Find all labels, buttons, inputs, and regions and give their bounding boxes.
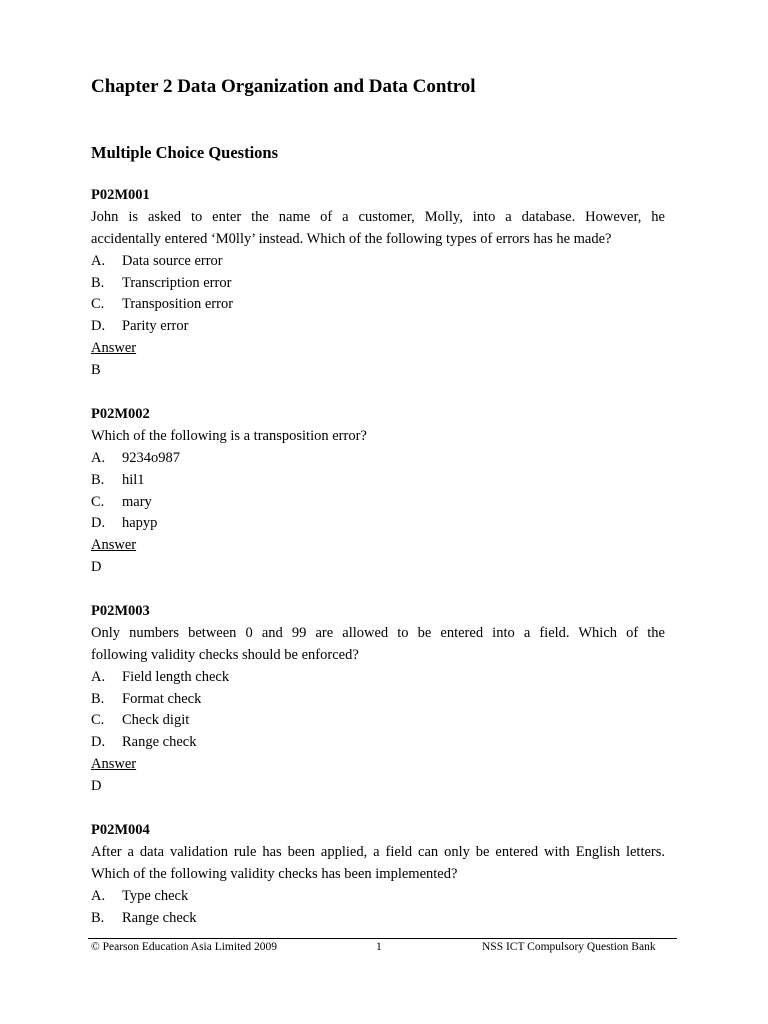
question-text <box>91 207 665 251</box>
option-text: Range check <box>122 734 197 751</box>
option-text: Field length check <box>122 668 230 685</box>
answer-value: B <box>91 362 101 379</box>
option-letter: C. <box>91 712 105 729</box>
option-b <box>91 470 665 492</box>
question-text-line: accidentally entered ‘M0lly’ instead. Which of the following types of errors has he made? <box>91 230 612 247</box>
question-block <box>91 404 665 579</box>
option-letter: C. <box>91 296 105 313</box>
option-text: mary <box>122 493 152 510</box>
option-c <box>91 294 665 316</box>
option-c <box>91 710 665 732</box>
section-title: Multiple Choice Questions <box>91 143 279 162</box>
option-letter: D. <box>91 515 106 532</box>
option-a <box>91 667 665 689</box>
question-text-line: Which of the following validity checks has been implemented? <box>91 865 458 882</box>
option-d <box>91 732 665 754</box>
option-text: Transposition error <box>122 296 234 313</box>
question-text-line: John is asked to enter the name of a customer, Molly, into a database. However, he <box>91 208 665 225</box>
question-text <box>91 842 665 886</box>
option-text: Check digit <box>122 712 190 729</box>
page-number: 1 <box>376 941 382 953</box>
option-letter: B. <box>91 274 105 291</box>
question-text-line: following validity checks should be enforced? <box>91 646 359 663</box>
footer-book-title: NSS ICT Compulsory Question Bank <box>482 941 656 953</box>
option-letter: C. <box>91 493 105 510</box>
option-d <box>91 316 665 338</box>
option-text: Range check <box>122 909 197 926</box>
option-text: Parity error <box>122 318 189 335</box>
option-letter: A. <box>91 449 106 466</box>
option-text: Data source error <box>122 252 223 269</box>
option-b <box>91 908 665 930</box>
question-id: P02M002 <box>91 406 150 422</box>
footer-divider <box>88 938 677 939</box>
answer-value: D <box>91 559 102 576</box>
answer-value: D <box>91 778 102 795</box>
option-text: hapyp <box>122 515 158 532</box>
option-d <box>91 513 665 535</box>
answer-label: Answer <box>91 340 137 357</box>
option-text: Transcription error <box>122 274 232 291</box>
option-letter: D. <box>91 734 106 751</box>
question-id: P02M001 <box>91 187 150 203</box>
option-b <box>91 689 665 711</box>
option-text: Format check <box>122 690 202 707</box>
question-block <box>91 820 665 929</box>
option-c <box>91 492 665 514</box>
option-a <box>91 448 665 470</box>
question-text-line: Only numbers between 0 and 99 are allowed to be entered into a field. Which of the <box>91 624 665 641</box>
option-letter: B. <box>91 471 105 488</box>
option-letter: D. <box>91 318 106 335</box>
footer-copyright: © Pearson Education Asia Limited 2009 <box>91 941 277 953</box>
question-block <box>91 185 665 382</box>
chapter-title: Chapter 2 Data Organization and Data Control <box>91 76 476 97</box>
option-text: Type check <box>122 887 189 904</box>
question-id: P02M004 <box>91 822 150 838</box>
option-a <box>91 886 665 908</box>
answer-label: Answer <box>91 756 137 773</box>
answer-label: Answer <box>91 537 137 554</box>
option-letter: B. <box>91 690 105 707</box>
option-a <box>91 251 665 273</box>
option-letter: B. <box>91 909 105 926</box>
question-text <box>91 426 665 448</box>
option-text: 9234o987 <box>122 449 180 466</box>
question-block <box>91 601 665 798</box>
question-id: P02M003 <box>91 603 150 619</box>
question-text-line: Which of the following is a transposition error? <box>91 427 367 444</box>
option-text: hil1 <box>122 471 145 488</box>
option-b <box>91 273 665 295</box>
option-letter: A. <box>91 887 106 904</box>
question-text <box>91 623 665 667</box>
question-text-line: After a data validation rule has been applied, a field can only be entered with English letters. <box>91 843 665 860</box>
option-letter: A. <box>91 668 106 685</box>
option-letter: A. <box>91 252 106 269</box>
